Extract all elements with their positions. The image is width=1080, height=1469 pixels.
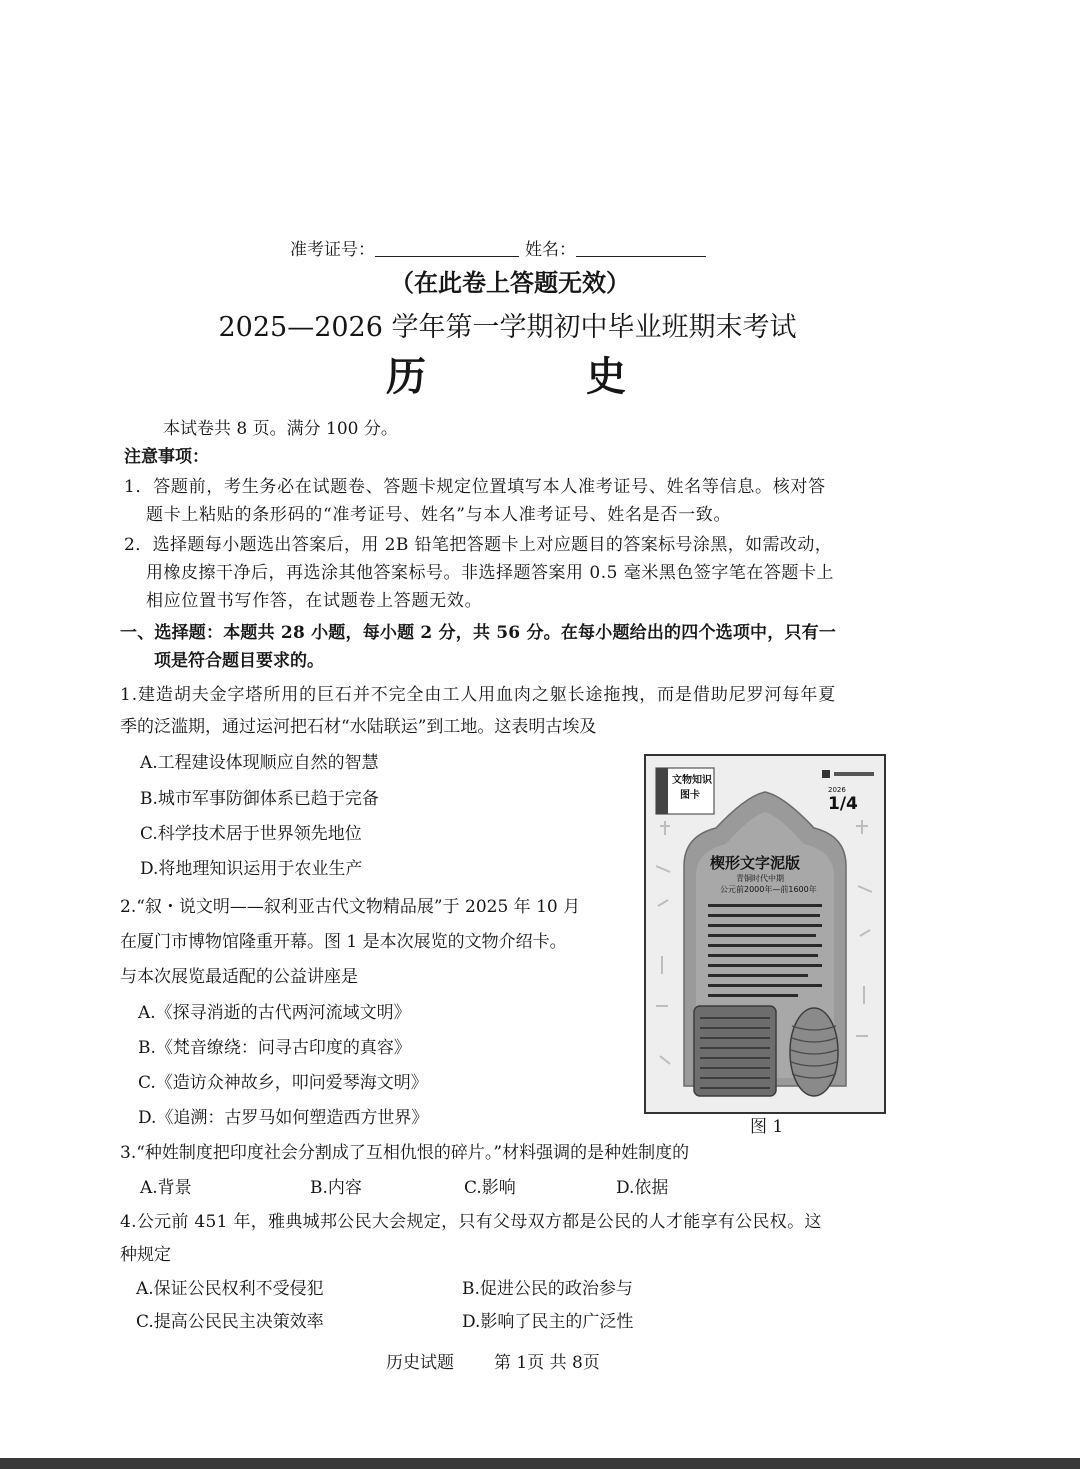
name-field[interactable] [576, 238, 706, 257]
invalid-note: （在此卷上答题无效） [390, 268, 630, 297]
q2-stem-line-2: 在厦门市博物馆隆重开幕。图 1 是本次展览的文物介绍卡。 [120, 932, 567, 952]
card-label-line-2: 图卡 [680, 790, 700, 801]
q4-stem-line-1: 4.公元前 451 年，雅典城邦公民大会规定，只有父母双方都是公民的人才能享有公民权。这 [120, 1212, 822, 1232]
q1-option-d[interactable]: D.将地理知识运用于农业生产 [140, 859, 363, 879]
q1-stem-line-2: 季的泛滥期，通过运河把石材“水陆联运”到工地。这表明古埃及 [120, 717, 597, 737]
section-1-heading-line-1: 一、选择题：本题共 28 小题，每小题 2 分，共 56 分。在每小题给出的四个选项中，只有一 [120, 623, 837, 643]
q3-stem: 3.“种姓制度把印度社会分割成了互相仇恨的碎片。”材料强调的是种姓制度的 [120, 1143, 690, 1163]
candidate-info-line [290, 238, 706, 261]
note-2-line-3: 相应位置书写作答，在试题卷上答题无效。 [146, 591, 483, 611]
footer-page-info: 第 1页 共 8页 [494, 1353, 600, 1373]
bottom-edge-bar [0, 1458, 1080, 1469]
figure-1-caption: 图 1 [750, 1117, 784, 1137]
footer-subject: 历史试题 [386, 1353, 454, 1373]
q2-option-d[interactable]: D.《追溯：古罗马如何塑造西方世界》 [138, 1108, 429, 1128]
q3-option-b[interactable]: B.内容 [310, 1178, 362, 1198]
artifact-dates: 公元前2000年—前1600年 [720, 885, 817, 894]
artifact-period: 青铜时代中期 [736, 874, 784, 883]
exam-number-field[interactable] [375, 238, 519, 257]
subject-title-right: 史 [586, 353, 626, 400]
exam-title: 2025—2026 学年第一学期初中毕业班期末考试 [218, 312, 797, 343]
note-1-line-2: 题卡上粘贴的条形码的“准考证号、姓名”与本人准考证号、姓名是否一致。 [146, 505, 732, 525]
q3-option-d[interactable]: D.依据 [616, 1178, 669, 1198]
q1-option-a[interactable]: A.工程建设体现顺应自然的智慧 [140, 753, 379, 773]
card-number: 1/4 [828, 794, 858, 814]
q1-stem-line-1: 1.建造胡夫金字塔所用的巨石并不完全由工人用血肉之躯长途拖拽，而是借助尼罗河每年夏 [120, 685, 837, 705]
note-1-line-1: 1．答题前，考生务必在试题卷、答题卡规定位置填写本人准考证号、姓名等信息。核对答 [124, 477, 826, 497]
section-1-heading-line-2: 项是符合题目要求的。 [154, 651, 324, 671]
note-2-line-2: 用橡皮擦干净后，再选涂其他答案标号。非选择题答案用 0.5 毫米黑色签字笔在答题卡上 [146, 563, 834, 583]
artifact-info-card [644, 754, 886, 1114]
pages-info: 本试卷共 8 页。满分 100 分。 [163, 419, 398, 439]
q4-option-b[interactable]: B.促进公民的政治参与 [462, 1279, 633, 1299]
q4-option-a[interactable]: A.保证公民权利不受侵犯 [136, 1279, 324, 1299]
notes-title: 注意事项： [124, 447, 209, 467]
q3-option-a[interactable]: A.背景 [140, 1178, 192, 1198]
card-label-line-1: 文物知识 [672, 775, 712, 786]
q4-option-c[interactable]: C.提高公民民主决策效率 [136, 1312, 324, 1332]
q3-option-c[interactable]: C.影响 [464, 1178, 516, 1198]
subject-title-left: 历 [386, 353, 426, 400]
q2-option-a[interactable]: A.《探寻消逝的古代两河流域文明》 [138, 1003, 411, 1023]
q1-option-b[interactable]: B.城市军事防御体系已趋于完备 [140, 789, 379, 809]
artifact-title: 楔形文字泥版 [710, 854, 801, 872]
q4-stem-line-2: 种规定 [120, 1245, 171, 1265]
q4-option-d[interactable]: D.影响了民主的广泛性 [462, 1312, 634, 1332]
q2-stem-line-3: 与本次展览最适配的公益讲座是 [120, 967, 358, 987]
note-2-line-1: 2．选择题每小题选出答案后，用 2B 铅笔把答题卡上对应题目的答案标号涂黑，如需改动， [124, 535, 833, 555]
q2-option-b[interactable]: B.《梵音缭绕：问寻古印度的真容》 [138, 1038, 411, 1058]
card-year: 2026 [828, 786, 846, 794]
name-label: 姓名： [525, 240, 576, 260]
q2-stem-line-1: 2.“叙・说文明——叙利亚古代文物精品展”于 2025 年 10 月 [120, 897, 581, 917]
q2-option-c[interactable]: C.《造访众神故乡，叩问爱琴海文明》 [138, 1073, 428, 1093]
q1-option-c[interactable]: C.科学技术居于世界领先地位 [140, 824, 362, 844]
exam-number-label: 准考证号： [290, 240, 375, 260]
